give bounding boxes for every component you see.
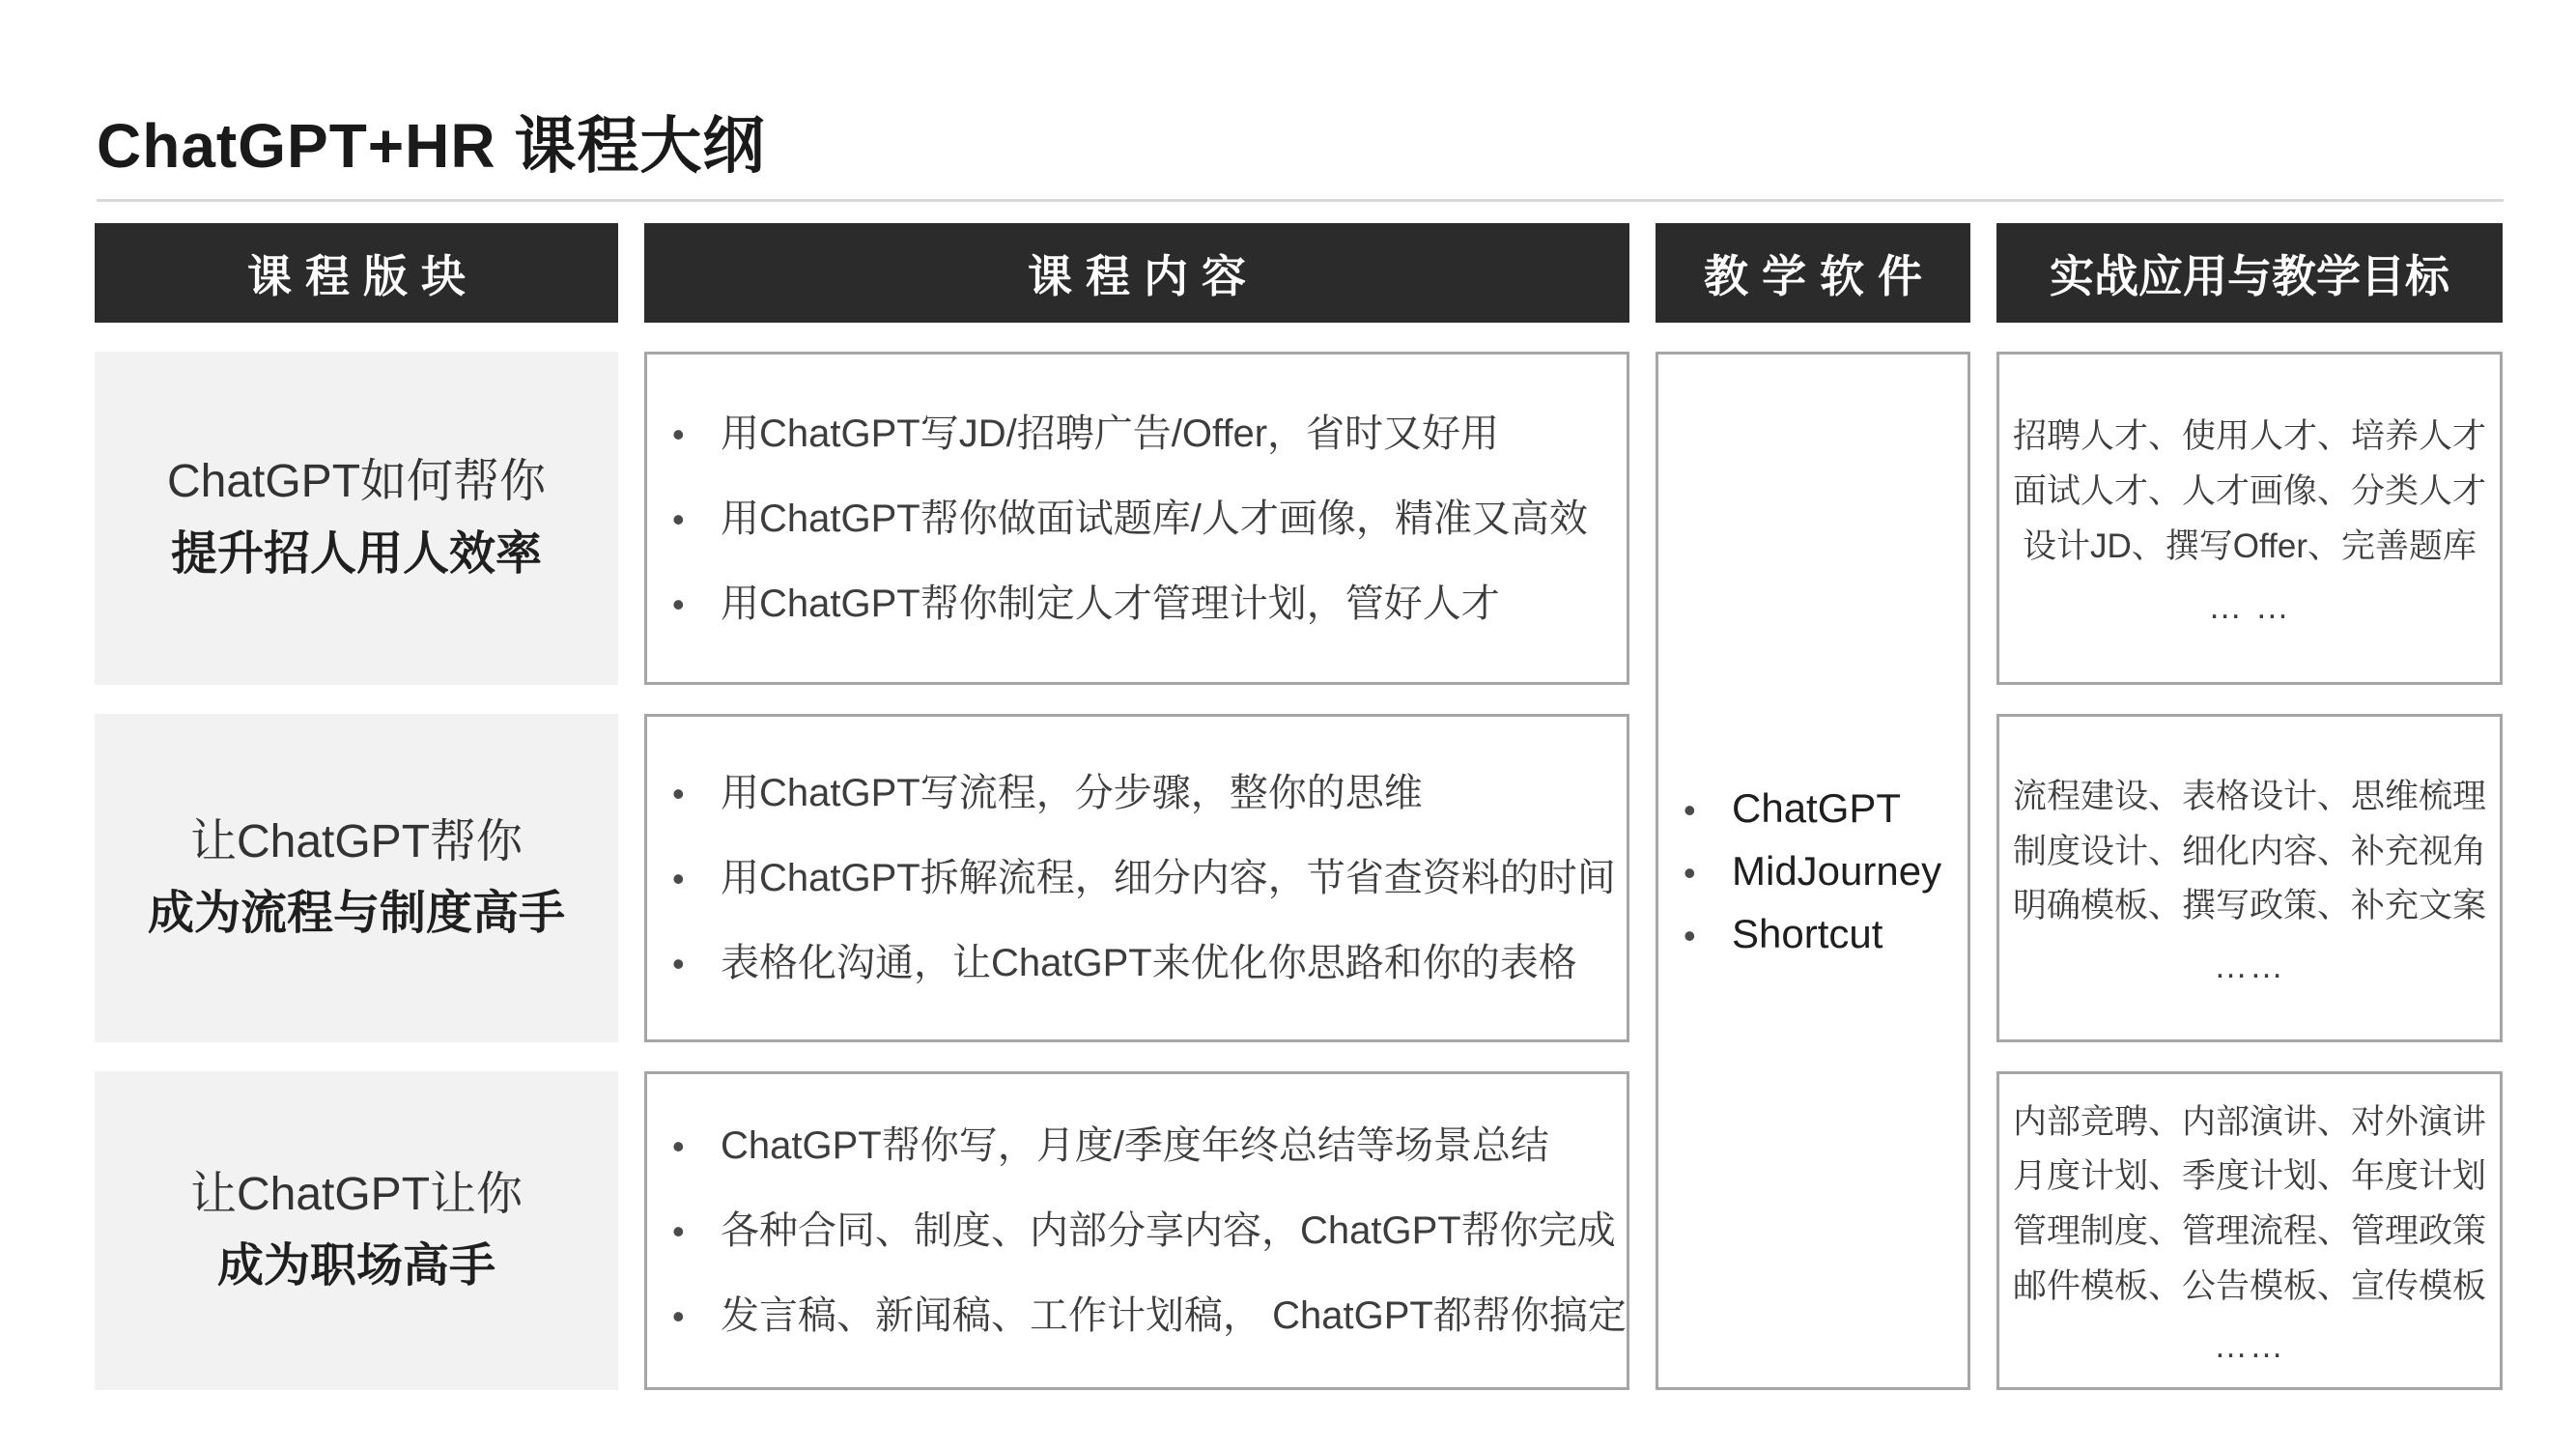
goal-line: 设计JD、撰写Offer、完善题库: [2023, 526, 2477, 565]
content-item: • 表格化沟通，让ChatGPT来优化你思路和你的表格: [672, 921, 1616, 1006]
module-title: 让ChatGPT让你: [189, 1168, 524, 1220]
ellipsis: ……: [2214, 948, 2285, 986]
goal-line: 招聘人才、使用人才、培养人才: [2012, 417, 2486, 456]
content-list: [647, 751, 1616, 1006]
goals-cell-row2: [1996, 714, 2503, 1042]
ellipsis: … …: [2208, 587, 2291, 626]
module-cell-row3: [95, 1071, 618, 1390]
content-item: • 用ChatGPT写JD/招聘广告/Offer，省时又好用: [672, 391, 1588, 476]
content-cell-row1: [644, 352, 1629, 685]
ellipsis: ……: [2214, 1327, 2285, 1366]
content-item: • 发言稿、新闻稿、工作计划稿， ChatGPT都帮你搞定: [672, 1273, 1627, 1358]
module-title: ChatGPT如何帮你: [166, 456, 547, 508]
goal-line: 面试人才、人才画像、分类人才: [2012, 472, 2486, 511]
content-item: • 用ChatGPT帮你做面试题库/人才画像，精准又高效: [672, 476, 1588, 561]
header-course-content: 课程内容: [644, 223, 1629, 323]
content-list: [647, 391, 1588, 646]
module-title: 让ChatGPT帮你: [189, 815, 524, 867]
software-item: • MidJourney: [1684, 839, 1941, 902]
goal-line: 明确模板、撰写政策、补充文案: [2012, 887, 2486, 925]
goal-line: 制度设计、细化内容、补充视角: [2012, 832, 2486, 870]
module-cell-row2: [95, 714, 618, 1042]
module-subtitle: 成为职场高手: [216, 1240, 495, 1292]
content-cell-row3: [644, 1071, 1629, 1390]
software-item: • ChatGPT: [1684, 777, 1941, 839]
content-list: [647, 1103, 1627, 1358]
content-item: • 用ChatGPT拆解流程，细分内容，节省查资料的时间: [672, 836, 1616, 921]
content-item: • 用ChatGPT帮你制定人才管理计划，管好人才: [672, 561, 1588, 646]
page-title: ChatGPT+HR 课程大纲: [97, 111, 766, 181]
goal-line: 管理制度、管理流程、管理政策: [2012, 1212, 2486, 1250]
goal-line: 流程建设、表格设计、思维梳理: [2012, 777, 2486, 815]
goal-line: 内部竞聘、内部演讲、对外演讲: [2012, 1102, 2486, 1141]
goal-line: 月度计划、季度计划、年度计划: [2012, 1157, 2486, 1196]
content-cell-row2: [644, 714, 1629, 1042]
header-practice-goals: 实战应用与教学目标: [1996, 223, 2503, 323]
software-item: • Shortcut: [1684, 902, 1941, 965]
goal-line: 邮件模板、公告模板、宣传模板: [2012, 1266, 2486, 1305]
software-cell: [1656, 352, 1970, 1390]
goals-cell-row1: [1996, 352, 2503, 685]
module-subtitle: 成为流程与制度高手: [147, 888, 565, 939]
title-divider: [97, 199, 2504, 202]
content-item: • 用ChatGPT写流程，分步骤，整你的思维: [672, 751, 1616, 836]
software-list: [1658, 777, 1941, 965]
content-item: • ChatGPT帮你写，月度/季度年终总结等场景总结: [672, 1103, 1627, 1188]
header-course-module: 课程版块: [95, 223, 618, 323]
header-teaching-software: 教学软件: [1656, 223, 1970, 323]
course-outline-table: [95, 223, 2504, 1390]
module-cell-row1: [95, 352, 618, 685]
content-item: • 各种合同、制度、内部分享内容，ChatGPT帮你完成: [672, 1188, 1627, 1273]
goals-cell-row3: [1996, 1071, 2503, 1390]
module-subtitle: 提升招人用人效率: [170, 527, 542, 580]
